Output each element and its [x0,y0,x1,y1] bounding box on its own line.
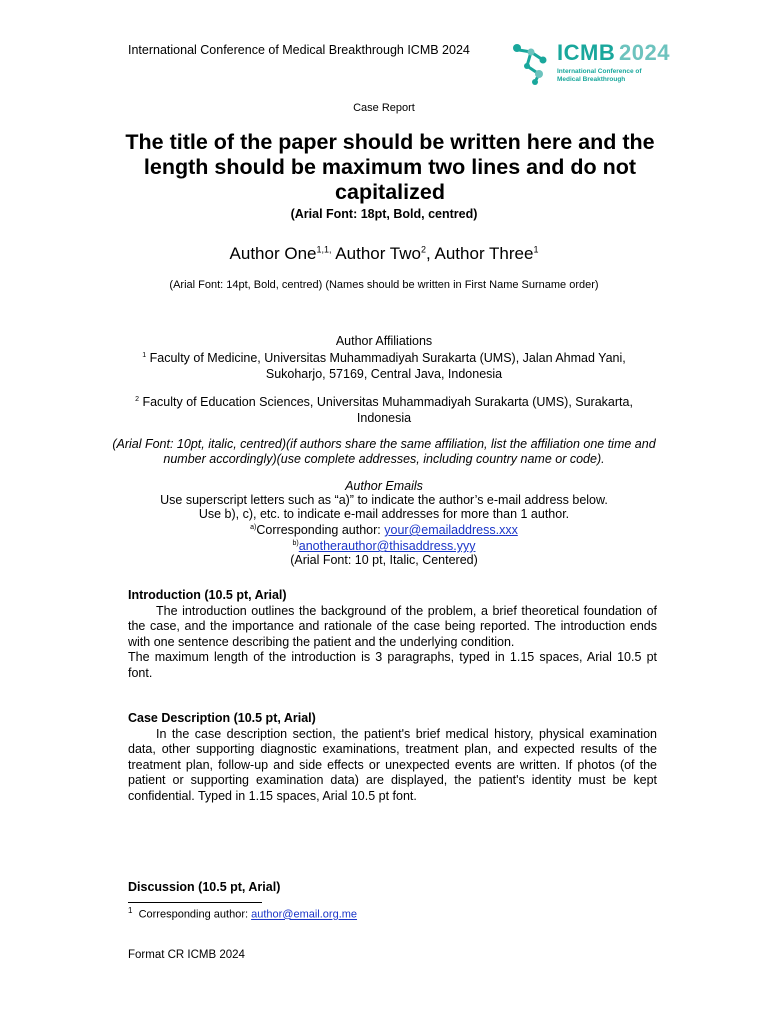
second-email-link[interactable]: anotherauthor@thisaddress.yyy [298,539,476,554]
author-one: Author One [229,244,317,263]
discussion-heading: Discussion (10.5 pt, Arial) [128,880,281,894]
author-three: Author Three [434,244,534,263]
emails-format-note: (Arial Font: 10 pt, Italic, Centered) [290,553,478,568]
author-format-note: (Arial Font: 14pt, Bold, centred) (Names should be written in First Name Surname order) [169,279,599,291]
introduction-paragraph-2: The maximum length of the introduction is 3 paragraphs, typed in 1.15 spaces, Arial 10.5 pt font. [128,650,657,680]
author-two-sup: 2 [420,244,426,255]
author-two: Author Two [335,244,421,263]
conference-logo [509,40,684,86]
title-format-note: (Arial Font: 18pt, Bold, centred) [290,207,478,221]
discussion-section [128,880,657,896]
emails-instruction-2: Use b), c), etc. to indicate e-mail addresses for more than 1 author. [198,507,570,521]
logo-acronym: ICMB [557,40,616,65]
affiliation-1: $^1$ Faculty of Medicine, Universitas Muhammadiyah Surakarta (UMS), Jalan Ahmad Yani, Sukoharjo, 57169, Central Java, Indonesia [142,351,626,381]
affiliation-format-note: (Arial Font: 10pt, italic, centred)(if authors share the same affiliation, list the affiliation one time and number accordingly)(use complete addresses, including country name or code). [112,437,656,466]
logo-subtitle: International Conference of Medical Breakthrough [557,68,642,83]
corresponding-email-link[interactable]: your@emailaddress.xxx [384,523,518,538]
molecule-icon [509,40,553,86]
paper-title: The title of the paper should be written here and the length should be maximum two lines and do not capitalized [125,130,655,204]
second-email-line: $^{b)}$anotherauthor@thisaddress.yyy [292,539,476,554]
case-description-section [128,711,657,804]
footnote-divider [128,902,262,903]
author-emails [120,479,648,567]
author-list: Author One$^{1,1,}$ Author Two$^2$, Author Three$^1$ [229,244,539,263]
emails-heading: Author Emails [345,479,423,493]
introduction-paragraph-1: The introduction outlines the background of the problem, a brief theoretical foundation of the case, and the importance and rationale of the case being reported. The introduction ends with one sentence describing the patient and the underlying condition. [128,603,657,649]
affiliation-2: $^2$ Faculty of Education Sciences, Universitas Muhammadiyah Surakarta (UMS), Surakarta, Indonesia [135,395,633,425]
author-one-sup: 1,1, [316,244,332,255]
footnote: $^1$ Corresponding author: author@email.org.me [128,906,358,921]
author-three-sup: 1 [533,244,539,255]
corresponding-email-line: $^{a)}$Corresponding author: your@emailaddress.xxx [250,523,518,538]
logo-year: 2024 [619,40,670,65]
case-description-heading: Case Description (10.5 pt, Arial) [128,711,316,725]
page-footer: Format CR ICMB 2024 [128,949,245,961]
running-header: International Conference of Medical Breakthrough ICMB 2024 [128,43,470,57]
introduction-section [128,588,657,681]
footnote-email-link[interactable]: author@email.org.me [251,908,358,921]
emails-instruction-1: Use superscript letters such as “a)” to indicate the author’s e-mail address below. [160,493,608,507]
case-description-paragraph: In the case description section, the patient's brief medical history, physical examination data, other supporting diagnostic examinations, treatment plan, and expected results of the treatment plan, follow-up and side effects or unexpected events are written. If photos (of the patient or supporting examination data) are displayed, the patient's identity must be kept confidential. Typed in 1.15 spaces, Arial 10.5 pt font. [128,726,657,803]
affiliations-heading: Author Affiliations [335,334,433,348]
article-type: Case Report [353,102,415,114]
introduction-heading: Introduction (10.5 pt, Arial) [128,588,287,602]
